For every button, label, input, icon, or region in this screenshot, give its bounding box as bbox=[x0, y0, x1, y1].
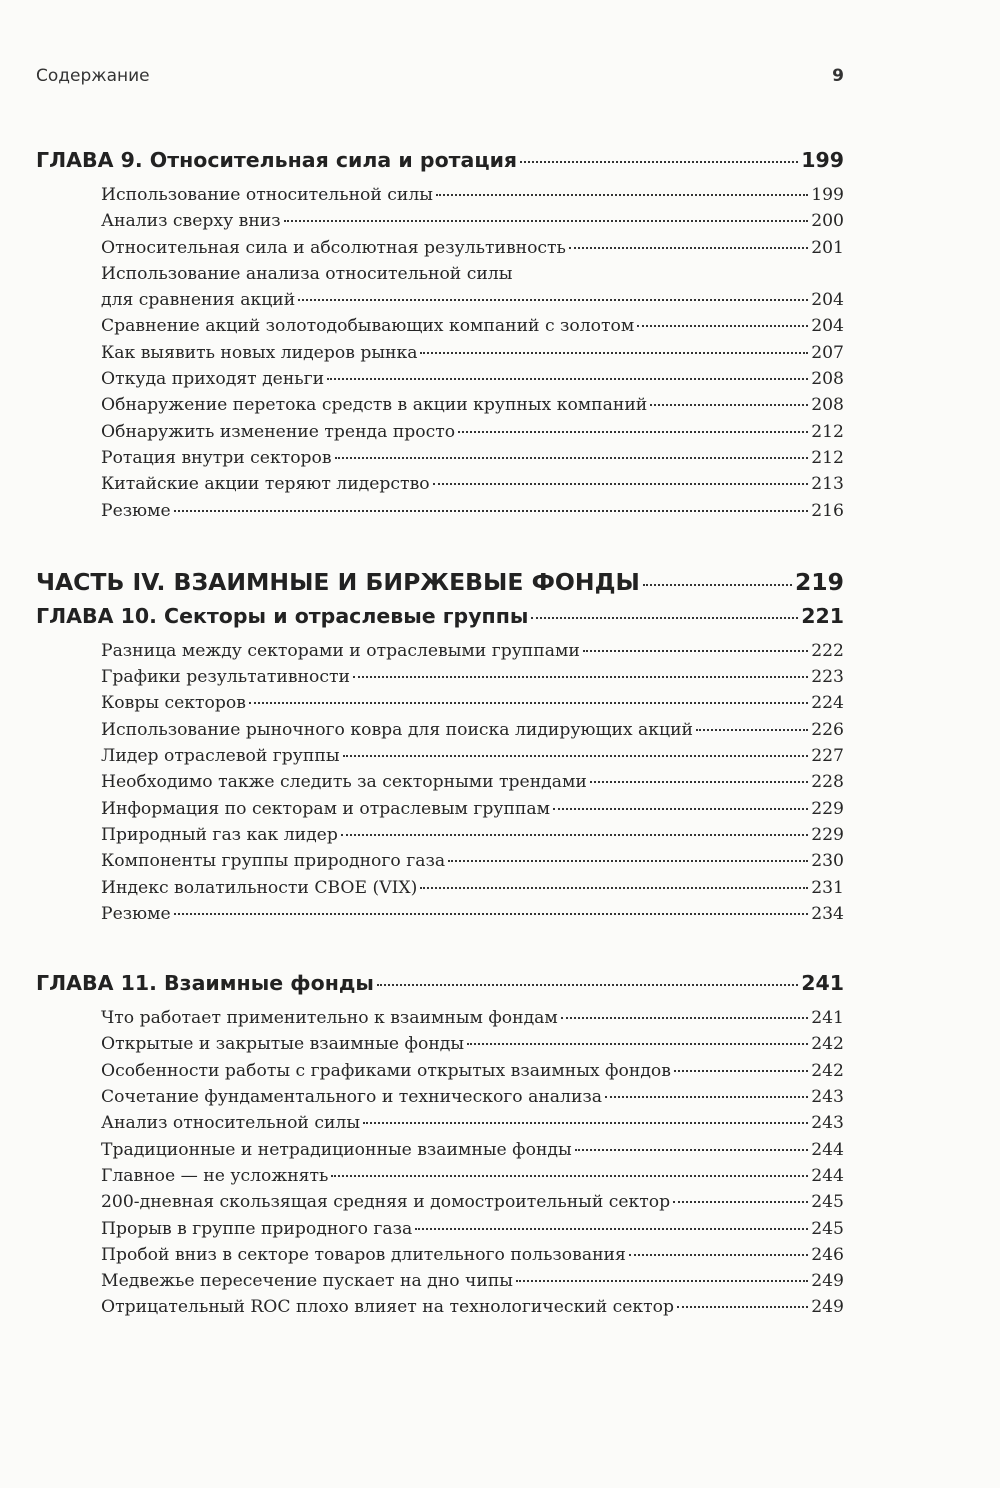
toc-entry[interactable] bbox=[101, 743, 844, 769]
entry-title-continued: для сравнения акций bbox=[101, 290, 296, 311]
entry-page: 226 bbox=[811, 719, 844, 740]
dot-leader bbox=[284, 220, 809, 222]
entry-title: Анализ относительной силы bbox=[101, 1113, 361, 1134]
toc-entry[interactable] bbox=[101, 1294, 844, 1320]
toc-entry[interactable] bbox=[101, 1031, 844, 1057]
entry-title: Отрицательный ROC плохо влияет на технологический сектор bbox=[101, 1297, 675, 1318]
dot-leader bbox=[516, 1280, 808, 1282]
toc-entry[interactable] bbox=[101, 848, 844, 874]
chapter-heading[interactable] bbox=[36, 148, 844, 178]
entry-page: 246 bbox=[811, 1244, 844, 1265]
entry-title: Главное — не усложнять bbox=[101, 1165, 329, 1186]
chapter-page: 199 bbox=[801, 148, 844, 172]
entry-title: Обнаружить изменение тренда просто bbox=[101, 421, 456, 442]
toc-chapter-9 bbox=[36, 148, 844, 524]
dot-leader bbox=[637, 325, 808, 327]
entry-page: 245 bbox=[811, 1218, 844, 1239]
dot-leader bbox=[531, 617, 798, 619]
entry-page: 223 bbox=[811, 667, 844, 688]
dot-leader bbox=[341, 834, 808, 836]
dot-leader bbox=[420, 887, 808, 889]
toc-entry[interactable] bbox=[101, 769, 844, 795]
entry-title: Медвежье пересечение пускает на дно чипы bbox=[101, 1271, 513, 1292]
part-title: ЧАСТЬ IV. ВЗАИМНЫЕ И БИРЖЕВЫЕ ФОНДЫ bbox=[36, 567, 640, 596]
entry-title: Откуда приходят деньги bbox=[101, 369, 325, 390]
entry-title: Графики результативности bbox=[101, 667, 350, 688]
entry-title: Что работает применительно к взаимным фондам bbox=[101, 1008, 558, 1029]
toc-chapter-11 bbox=[36, 971, 844, 1321]
dot-leader bbox=[553, 808, 808, 810]
toc-entry[interactable] bbox=[101, 1110, 844, 1136]
entry-page: 199 bbox=[811, 185, 844, 205]
entry-title: 200-дневная скользящая средняя и домостроительный сектор bbox=[101, 1192, 671, 1213]
toc-entry[interactable] bbox=[101, 366, 844, 392]
entry-title: Резюме bbox=[101, 500, 171, 521]
entry-page: 245 bbox=[811, 1192, 844, 1213]
dot-leader bbox=[343, 755, 809, 757]
dot-leader bbox=[298, 299, 808, 301]
entry-page: 243 bbox=[811, 1113, 844, 1134]
entry-title: Анализ сверху вниз bbox=[101, 211, 281, 232]
toc-entry[interactable] bbox=[101, 638, 844, 664]
entry-title: Китайские акции теряют лидерство bbox=[101, 474, 430, 495]
entry-page: 229 bbox=[811, 824, 844, 845]
entry-title: Ротация внутри секторов bbox=[101, 447, 332, 468]
entry-title: Прорыв в группе природного газа bbox=[101, 1218, 413, 1239]
entry-page: 228 bbox=[811, 772, 844, 793]
dot-leader bbox=[569, 247, 808, 249]
toc-entry[interactable] bbox=[101, 1268, 844, 1294]
chapter-title: ГЛАВА 10. Секторы и отраслевые группы bbox=[36, 603, 529, 628]
entry-page: 212 bbox=[811, 447, 844, 468]
toc-entry[interactable] bbox=[101, 901, 844, 927]
toc-entry[interactable] bbox=[101, 1242, 844, 1268]
entry-page: 204 bbox=[811, 316, 844, 337]
toc-entry[interactable] bbox=[101, 208, 844, 234]
entry-page: 224 bbox=[811, 693, 844, 714]
dot-leader bbox=[331, 1175, 808, 1177]
toc-entry[interactable] bbox=[101, 392, 844, 418]
entry-title: Использование рыночного ковра для поиска лидирующих акций bbox=[101, 719, 694, 740]
entry-page: 249 bbox=[811, 1271, 844, 1292]
dot-leader bbox=[448, 860, 808, 862]
dot-leader bbox=[458, 431, 808, 433]
dot-leader bbox=[174, 913, 809, 915]
toc-entry[interactable] bbox=[101, 1216, 844, 1242]
toc-part-4 bbox=[36, 568, 844, 602]
toc-entry[interactable] bbox=[101, 445, 844, 471]
entry-page: 244 bbox=[811, 1139, 844, 1160]
toc-entry[interactable] bbox=[101, 1189, 844, 1215]
entry-title: Использование относительной силы bbox=[101, 185, 433, 205]
dot-leader bbox=[520, 161, 798, 163]
entry-title: Лидер отраслевой группы bbox=[101, 746, 340, 767]
dot-leader bbox=[674, 1070, 808, 1072]
dot-leader bbox=[174, 510, 809, 512]
entry-title: Природный газ как лидер bbox=[101, 824, 338, 845]
toc-entry[interactable] bbox=[101, 690, 844, 716]
entry-page: 213 bbox=[811, 474, 844, 495]
entry-page: 234 bbox=[811, 903, 844, 924]
entry-title: Индекс волатильности CBOE (VIX) bbox=[101, 877, 418, 898]
dot-leader bbox=[605, 1096, 808, 1098]
entry-title: Компоненты группы природного газа bbox=[101, 851, 446, 872]
entry-page: 249 bbox=[811, 1297, 844, 1318]
entry-title: Резюме bbox=[101, 903, 171, 924]
entry-page: 216 bbox=[811, 500, 844, 521]
running-header bbox=[36, 66, 844, 86]
dot-leader bbox=[436, 194, 808, 196]
page-number: 9 bbox=[832, 66, 844, 86]
entry-page: 241 bbox=[811, 1008, 844, 1029]
toc-entry[interactable] bbox=[101, 796, 844, 822]
chapter-heading[interactable] bbox=[36, 971, 844, 1001]
entry-page: 204 bbox=[811, 290, 844, 311]
entry-title: Необходимо также следить за секторными трендами bbox=[101, 772, 587, 793]
entry-page: 229 bbox=[811, 798, 844, 819]
dot-leader bbox=[467, 1043, 808, 1045]
toc-entry[interactable] bbox=[101, 822, 844, 848]
entry-title: Сравнение акций золотодобывающих компаний с золотом bbox=[101, 316, 635, 337]
dot-leader bbox=[420, 352, 808, 354]
dot-leader bbox=[643, 584, 792, 586]
entry-page: 242 bbox=[811, 1034, 844, 1055]
toc-entry[interactable] bbox=[101, 1058, 844, 1084]
chapter-page: 241 bbox=[801, 971, 844, 996]
entry-title: Информация по секторам и отраслевым группам bbox=[101, 798, 550, 819]
dot-leader bbox=[590, 781, 808, 783]
chapter-page: 221 bbox=[801, 603, 844, 628]
entry-page: 243 bbox=[811, 1087, 844, 1108]
chapter-title: ГЛАВА 11. Взаимные фонды bbox=[36, 971, 374, 996]
table-of-contents bbox=[36, 148, 844, 1365]
entry-title: Использование анализа относительной силы bbox=[101, 263, 513, 284]
toc-entry-line1[interactable] bbox=[101, 261, 844, 287]
dot-leader bbox=[353, 676, 808, 678]
part-page: 219 bbox=[794, 567, 844, 596]
toc-entry[interactable] bbox=[101, 498, 844, 524]
dot-leader bbox=[377, 984, 798, 986]
entry-title: Обнаружение перетока средств в акции крупных компаний bbox=[101, 395, 648, 416]
header-section-title: Содержание bbox=[36, 66, 150, 86]
toc-entry[interactable] bbox=[101, 313, 844, 339]
entry-title: Сочетание фундаментального и технического анализа bbox=[101, 1087, 603, 1108]
dot-leader bbox=[335, 457, 809, 459]
dot-leader bbox=[673, 1201, 808, 1203]
entry-page: 244 bbox=[811, 1165, 844, 1186]
entry-page: 212 bbox=[811, 421, 844, 442]
entry-page: 242 bbox=[811, 1060, 844, 1081]
entry-page: 222 bbox=[811, 640, 844, 661]
toc-entry[interactable] bbox=[101, 182, 844, 208]
dot-leader bbox=[575, 1149, 809, 1151]
dot-leader bbox=[583, 650, 808, 652]
toc-entry[interactable] bbox=[101, 340, 844, 366]
toc-entry[interactable] bbox=[101, 419, 844, 445]
chapter-heading[interactable] bbox=[36, 604, 844, 634]
toc-entry-line2[interactable] bbox=[101, 287, 844, 313]
dot-leader bbox=[433, 483, 809, 485]
dot-leader bbox=[650, 404, 808, 406]
chapter-title: ГЛАВА 9. Относительная сила и ротация bbox=[36, 148, 518, 172]
toc-entry[interactable] bbox=[101, 717, 844, 743]
entry-title: Открытые и закрытые взаимные фонды bbox=[101, 1034, 465, 1055]
dot-leader bbox=[561, 1017, 808, 1019]
dot-leader bbox=[696, 729, 808, 731]
entry-title: Традиционные и нетрадиционные взаимные фонды bbox=[101, 1139, 572, 1160]
dot-leader bbox=[677, 1306, 808, 1308]
dot-leader bbox=[629, 1254, 808, 1256]
entry-title: Ковры секторов bbox=[101, 693, 246, 714]
entry-title: Как выявить новых лидеров рынка bbox=[101, 342, 418, 363]
toc-entry[interactable] bbox=[101, 235, 844, 261]
toc-entry[interactable] bbox=[101, 1163, 844, 1189]
entry-title: Относительная сила и абсолютная результивность bbox=[101, 237, 566, 258]
entry-title: Особенности работы с графиками открытых взаимных фондов bbox=[101, 1060, 671, 1081]
entry-title: Пробой вниз в секторе товаров длительного пользования bbox=[101, 1244, 626, 1265]
toc-entry[interactable] bbox=[101, 664, 844, 690]
entry-page: 231 bbox=[811, 877, 844, 898]
entry-page: 200 bbox=[811, 211, 844, 232]
entry-page: 230 bbox=[811, 851, 844, 872]
toc-entry[interactable] bbox=[101, 1137, 844, 1163]
dot-leader bbox=[415, 1228, 808, 1230]
dot-leader bbox=[249, 702, 808, 704]
entry-page: 208 bbox=[811, 369, 844, 390]
toc-entry[interactable] bbox=[101, 1005, 844, 1031]
dot-leader bbox=[327, 378, 808, 380]
entry-page: 201 bbox=[811, 237, 844, 258]
entry-page: 227 bbox=[811, 746, 844, 767]
dot-leader bbox=[363, 1122, 808, 1124]
toc-entry[interactable] bbox=[101, 875, 844, 901]
toc-entry[interactable] bbox=[101, 471, 844, 497]
toc-chapter-10 bbox=[36, 604, 844, 927]
toc-entry[interactable] bbox=[101, 1084, 844, 1110]
entry-page: 208 bbox=[811, 395, 844, 416]
entry-page: 207 bbox=[811, 342, 844, 363]
part-heading[interactable] bbox=[36, 568, 844, 602]
entry-title: Разница между секторами и отраслевыми группами bbox=[101, 640, 580, 661]
